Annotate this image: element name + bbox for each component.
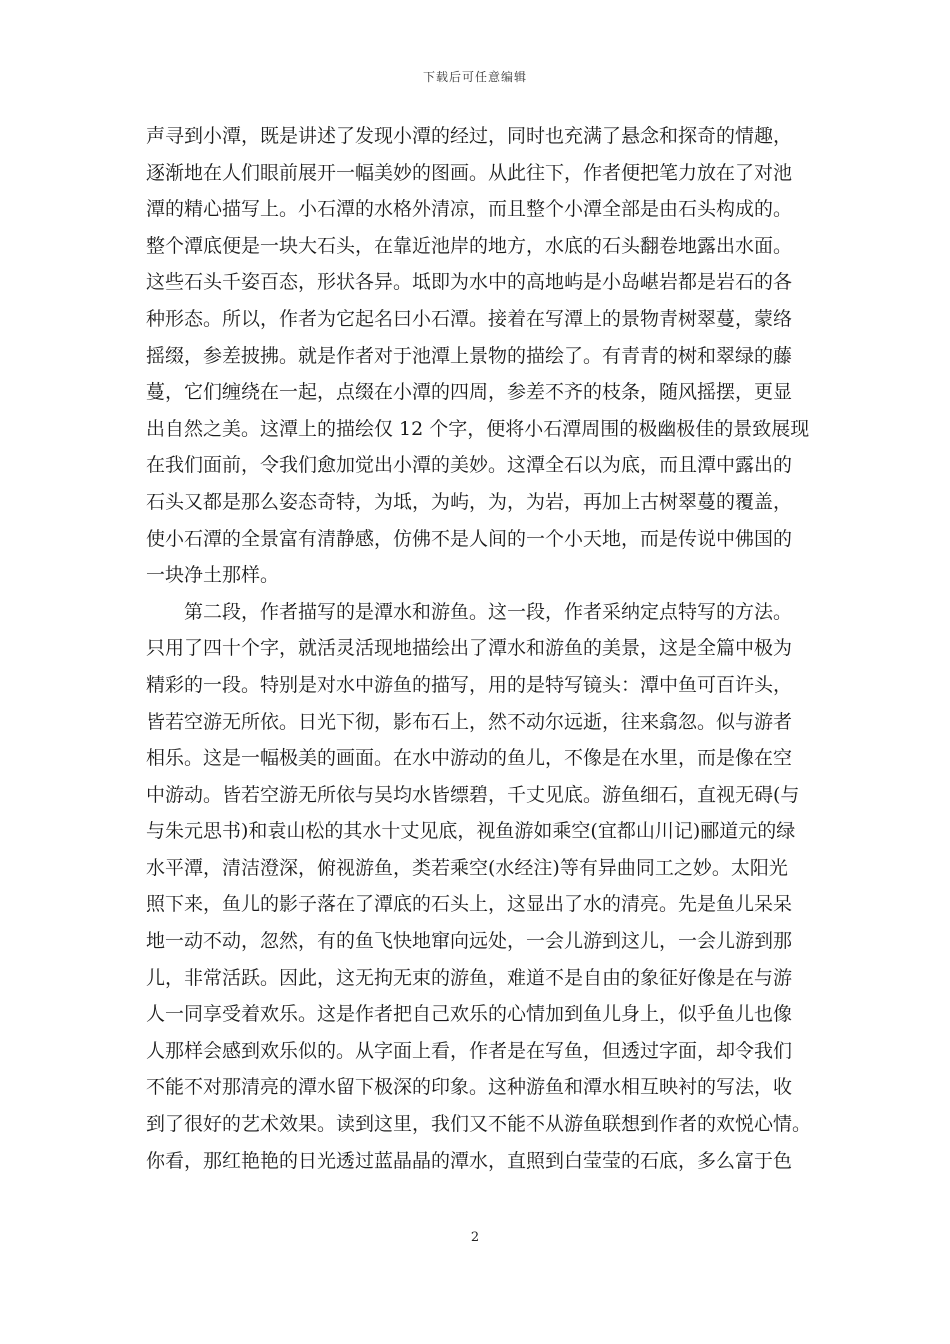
text-line: 只用了四十个字，就活灵活现地描绘出了潭水和游鱼的美景，这是全篇中极为: [146, 637, 793, 660]
text-line: 摇缀，参差披拂。就是作者对于池潭上景物的描绘了。有青青的树和翠绿的藤: [146, 344, 793, 367]
text-line: 出自然之美。这潭上的描绘仅 12 个字，便将小石潭周围的极幽极佳的景致展现: [146, 417, 810, 440]
text-line: 蔓，它们缠绕在一起，点缀在小潭的四周，参差不齐的枝条，随风摇摆，更显: [146, 381, 793, 404]
text-line: 精彩的一段。特别是对水中游鱼的描写，用的是特写镜头：潭中鱼可百许头，: [146, 673, 793, 696]
page-number: 2: [470, 1230, 480, 1245]
text-line: 中游动。皆若空游无所依与吴均水皆缥碧，千丈见底。游鱼细石，直视无碍(与: [146, 783, 800, 806]
text-line: 地一动不动，忽然，有的鱼飞快地窜向远处，一会儿游到这儿，一会儿游到那: [146, 930, 793, 953]
text-line: 人那样会感到欢乐似的。从字面上看，作者是在写鱼，但透过字面，却令我们: [146, 1039, 793, 1062]
text-line: 水平潭，清洁澄深，俯视游鱼，类若乘空(水经注)等有异曲同工之妙。太阳光: [146, 856, 788, 879]
text-line: 整个潭底便是一块大石头，在靠近池岸的地方，水底的石头翻卷地露出水面。: [146, 234, 793, 257]
text-line: 到了很好的艺术效果。读到这里，我们又不能不从游鱼联想到作者的欢悦心情。: [146, 1113, 812, 1136]
text-line: 一块净土那样。: [146, 564, 280, 587]
page-header: 下载后可任意编辑: [422, 70, 527, 84]
text-line: 石头又都是那么姿态奇特，为坻，为屿，为，为岩，再加上古树翠蔓的覆盖，: [146, 490, 793, 513]
text-line: 儿，非常活跃。因此，这无拘无束的游鱼，难道不是自由的象征好像是在与游: [146, 966, 793, 989]
text-line: 这些石头千姿百态，形状各异。坻即为水中的高地屿是小岛嵁岩都是岩石的各: [146, 271, 793, 294]
text-line: 不能不对那清亮的潭水留下极深的印象。这种游鱼和潭水相互映衬的写法，收: [146, 1076, 793, 1099]
text-line: 照下来，鱼儿的影子落在了潭底的石头上，这显出了水的清亮。先是鱼儿呆呆: [146, 893, 793, 916]
text-line: 逐渐地在人们眼前展开一幅美妙的图画。从此往下，作者便把笔力放在了对池: [146, 161, 793, 184]
text-line: 潭的精心描写上。小石潭的水格外清凉，而且整个小潭全部是由石头构成的。: [146, 198, 793, 221]
text-line: 在我们面前，令我们愈加觉出小潭的美妙。这潭全石以为底，而且潭中露出的: [146, 454, 793, 477]
body-text: [146, 118, 826, 1179]
text-line: 使小石潭的全景富有清静感，仿佛不是人间的一个小天地，而是传说中佛国的: [146, 527, 793, 550]
text-line: 相乐。这是一幅极美的画面。在水中游动的鱼儿，不像是在水里，而是像在空: [146, 747, 793, 770]
paragraph-start-line: 第二段，作者描写的是潭水和游鱼。这一段，作者采纳定点特写的方法。: [146, 600, 793, 623]
text-line: 皆若空游无所依。日光下彻，影布石上，然不动尔远逝，往来翕忽。似与游者: [146, 710, 793, 733]
text-line: 声寻到小潭，既是讲述了发现小潭的经过，同时也充满了悬念和探奇的情趣，: [146, 125, 793, 147]
text-line: 种形态。所以，作者为它起名曰小石潭。接着在写潭上的景物青树翠蔓，蒙络: [146, 307, 793, 330]
text-line: 与朱元思书)和袁山松的其水十丈见底，视鱼游如乘空(宜都山川记)郦道元的绿: [146, 820, 796, 843]
text-line: 你看，那红艳艳的日光透过蓝晶晶的潭水，直照到白莹莹的石底，多么富于色: [146, 1149, 793, 1172]
text-line: 人一同享受着欢乐。这是作者把自己欢乐的心情加到鱼儿身上，似乎鱼儿也像: [146, 1003, 793, 1026]
